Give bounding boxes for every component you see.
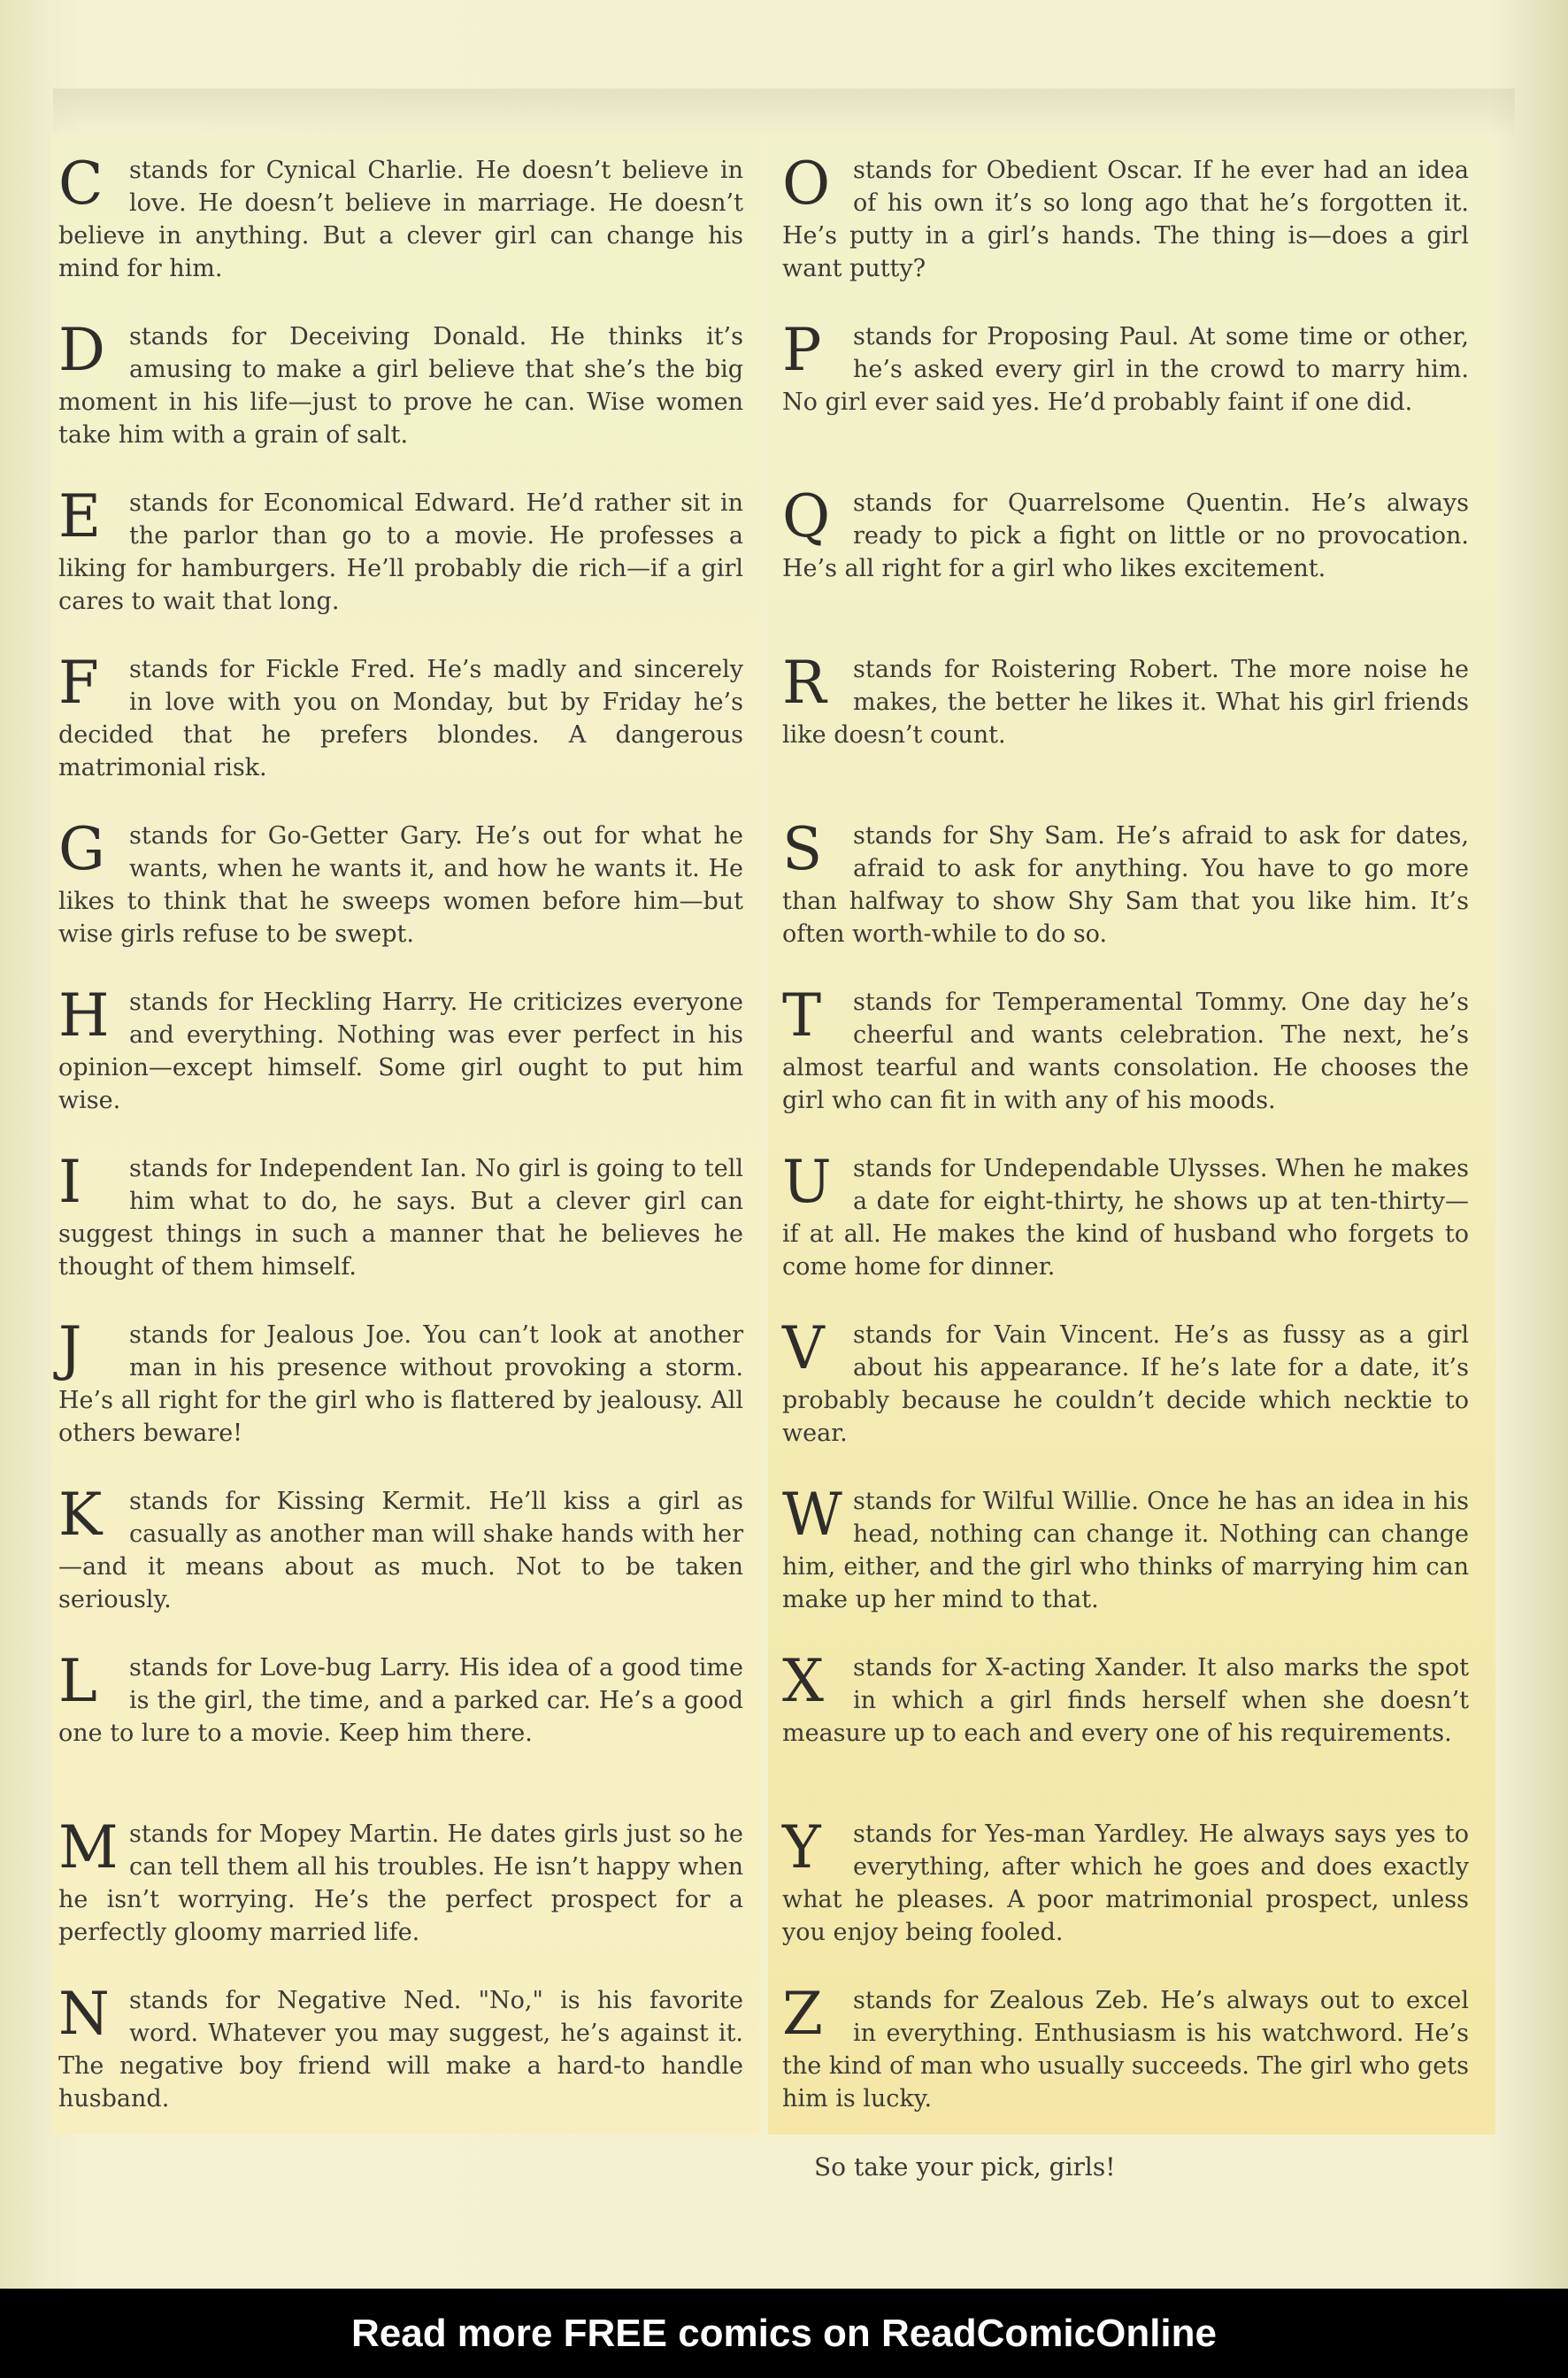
drop-cap: R <box>782 649 826 717</box>
drop-cap: C <box>58 150 104 218</box>
entry-v <box>782 1314 1469 1450</box>
entry-p <box>782 316 1469 451</box>
drop-cap: O <box>782 150 831 218</box>
entry-text: stands for Zealous Zeb. He’s always out to excel in everything. Enthusiasm is his watchword. He’s the kind of man who usually succeeds. The girl who gets him is lucky. <box>782 1987 1469 2112</box>
entry-n <box>58 1980 743 2115</box>
drop-cap: P <box>782 316 822 384</box>
left-column <box>58 150 743 2151</box>
entry-text: stands for Heckling Harry. He criticizes everyone and everything. Nothing was ever perfect in his opinion—except himself. Some girl ought to put him wise. <box>58 989 743 1114</box>
entry-text: stands for Deceiving Donald. He thinks it’s amusing to make a girl believe that she’s the big moment in his life—just to prove he can. Wise women take him with a grain of salt. <box>58 323 743 449</box>
entry-text: stands for Vain Vincent. He’s as fussy as a girl about his appearance. If he’s late for a date, it’s probably because he couldn’t decide which necktie to wear. <box>782 1321 1469 1447</box>
entry-f <box>58 649 743 784</box>
entry-text: stands for Mopey Martin. He dates girls just so he can tell them all his troubles. He isn’t happy when he isn’t worrying. He’s the perfect prospect for a perfectly gloomy married life. <box>58 1820 743 1946</box>
closing-line: So take your pick, girls! <box>814 2152 1116 2182</box>
entry-text: stands for Economical Edward. He’d rather sit in the parlor than go to a movie. He professes a liking for hamburgers. He’ll probably die rich—if a girl cares to wait that long. <box>58 489 743 615</box>
entry-x <box>782 1647 1469 1782</box>
entry-text: stands for Yes-man Yardley. He always says yes to everything, after which he goes and does exactly what he pleases. A poor matrimonial prospect, unless you enjoy being fooled. <box>782 1820 1469 1946</box>
drop-cap: Q <box>782 482 831 550</box>
drop-cap: Z <box>782 1980 823 2048</box>
entry-u <box>782 1148 1469 1283</box>
entry-text: stands for Negative Ned. "No," is his favorite word. Whatever you may suggest, he’s against it. The negative boy friend will make a hard-to handle husband. <box>58 1987 743 2112</box>
entry-s <box>782 815 1469 950</box>
entry-text: stands for Wilful Willie. Once he has an idea in his head, nothing can change it. Nothing can change him, either, and the girl who thinks of marrying him can make up her mind to that. <box>782 1488 1469 1613</box>
drop-cap: U <box>782 1148 832 1216</box>
entry-text: stands for Obedient Oscar. If he ever had an idea of his own it’s so long ago that he’s forgotten it. He’s putty in a girl’s hands. The thing is—does a girl want putty? <box>782 157 1469 282</box>
drop-cap: J <box>58 1314 82 1382</box>
entry-c <box>58 150 743 285</box>
entry-j <box>58 1314 743 1450</box>
entry-i <box>58 1148 743 1283</box>
drop-cap: L <box>58 1647 97 1715</box>
drop-cap: I <box>58 1148 82 1216</box>
entry-text: stands for Proposing Paul. At some time or other, he’s asked every girl in the crowd to marry him. No girl ever said yes. He’d probably faint if one did. <box>782 323 1469 416</box>
entry-d <box>58 316 743 451</box>
entry-text: stands for Fickle Fred. He’s madly and sincerely in love with you on Monday, but by Friday he’s decided that he prefers blondes. A dangerous matrimonial risk. <box>58 656 743 781</box>
entry-m <box>58 1813 743 1949</box>
drop-cap: W <box>782 1481 842 1549</box>
right-column <box>782 150 1469 2184</box>
drop-cap: G <box>58 815 105 883</box>
entry-text: stands for Go-Getter Gary. He’s out for what he wants, when he wants it, and how he wants it. He likes to think that he sweeps women before him—but wise girls refuse to be swept. <box>58 822 743 948</box>
drop-cap: Y <box>782 1813 821 1882</box>
entry-k <box>58 1481 743 1616</box>
entry-text: stands for Independent Ian. No girl is going to tell him what to do, he says. But a clever girl can suggest things in such a manner that he believes he thought of them himself. <box>58 1155 743 1281</box>
drop-cap: S <box>782 815 823 883</box>
drop-cap: M <box>58 1813 119 1882</box>
top-fade-band <box>53 89 1515 138</box>
drop-cap: H <box>58 981 110 1050</box>
entry-t <box>782 981 1469 1117</box>
entry-text: stands for Quarrelsome Quentin. He’s always ready to pick a fight on little or no provocation. He’s all right for a girl who likes excitement. <box>782 489 1469 582</box>
drop-cap: D <box>58 316 105 384</box>
drop-cap: T <box>782 981 822 1050</box>
entry-e <box>58 482 743 618</box>
drop-cap: E <box>58 482 102 550</box>
entry-text: stands for Cynical Charlie. He doesn’t believe in love. He doesn’t believe in marriage. He doesn’t believe in anything. But a clever girl can change his mind for him. <box>58 157 743 282</box>
entry-text: stands for Kissing Kermit. He’ll kiss a girl as casually as another man will shake hands with her—and it means about as much. Not to be taken seriously. <box>58 1488 743 1613</box>
readcomiconline-footer-banner[interactable]: Read more FREE comics on ReadComicOnline <box>0 2289 1568 2378</box>
entry-r <box>782 649 1469 784</box>
entry-text: stands for X-acting Xander. It also marks the spot in which a girl finds herself when she doesn’t measure up to each and every one of his requirements. <box>782 1654 1469 1747</box>
drop-cap: V <box>782 1314 825 1382</box>
entry-g <box>58 815 743 950</box>
entry-o <box>782 150 1469 285</box>
entry-text: stands for Shy Sam. He’s afraid to ask for dates, afraid to ask for anything. You have to go more than halfway to show Shy Sam that you like him. It’s often worth-while to do so. <box>782 822 1469 948</box>
drop-cap: F <box>58 649 99 717</box>
entry-l <box>58 1647 743 1782</box>
entry-text: stands for Temperamental Tommy. One day he’s cheerful and wants celebration. The next, he’s almost tearful and wants consolation. He chooses the girl who can fit in with any of his moods. <box>782 989 1469 1114</box>
drop-cap: N <box>58 1980 110 2048</box>
entry-z <box>782 1980 1469 2115</box>
entry-y <box>782 1813 1469 1949</box>
drop-cap: X <box>782 1647 824 1715</box>
entry-w <box>782 1481 1469 1616</box>
entry-text: stands for Love-bug Larry. His idea of a good time is the girl, the time, and a parked car. He’s a good one to lure to a movie. Keep him there. <box>58 1654 743 1747</box>
entry-h <box>58 981 743 1117</box>
entry-text: stands for Undependable Ulysses. When he makes a date for eight-thirty, he shows up at ten-thirty—if at all. He makes the kind of husband who forgets to come home for dinner. <box>782 1155 1469 1281</box>
entry-text: stands for Jealous Joe. You can’t look at another man in his presence without provoking a storm. He’s all right for the girl who is flattered by jealousy. All others beware! <box>58 1321 743 1447</box>
drop-cap: K <box>58 1481 103 1549</box>
entry-text: stands for Roistering Robert. The more noise he makes, the better he likes it. What his girl friends like doesn’t count. <box>782 656 1469 749</box>
entry-q <box>782 482 1469 618</box>
